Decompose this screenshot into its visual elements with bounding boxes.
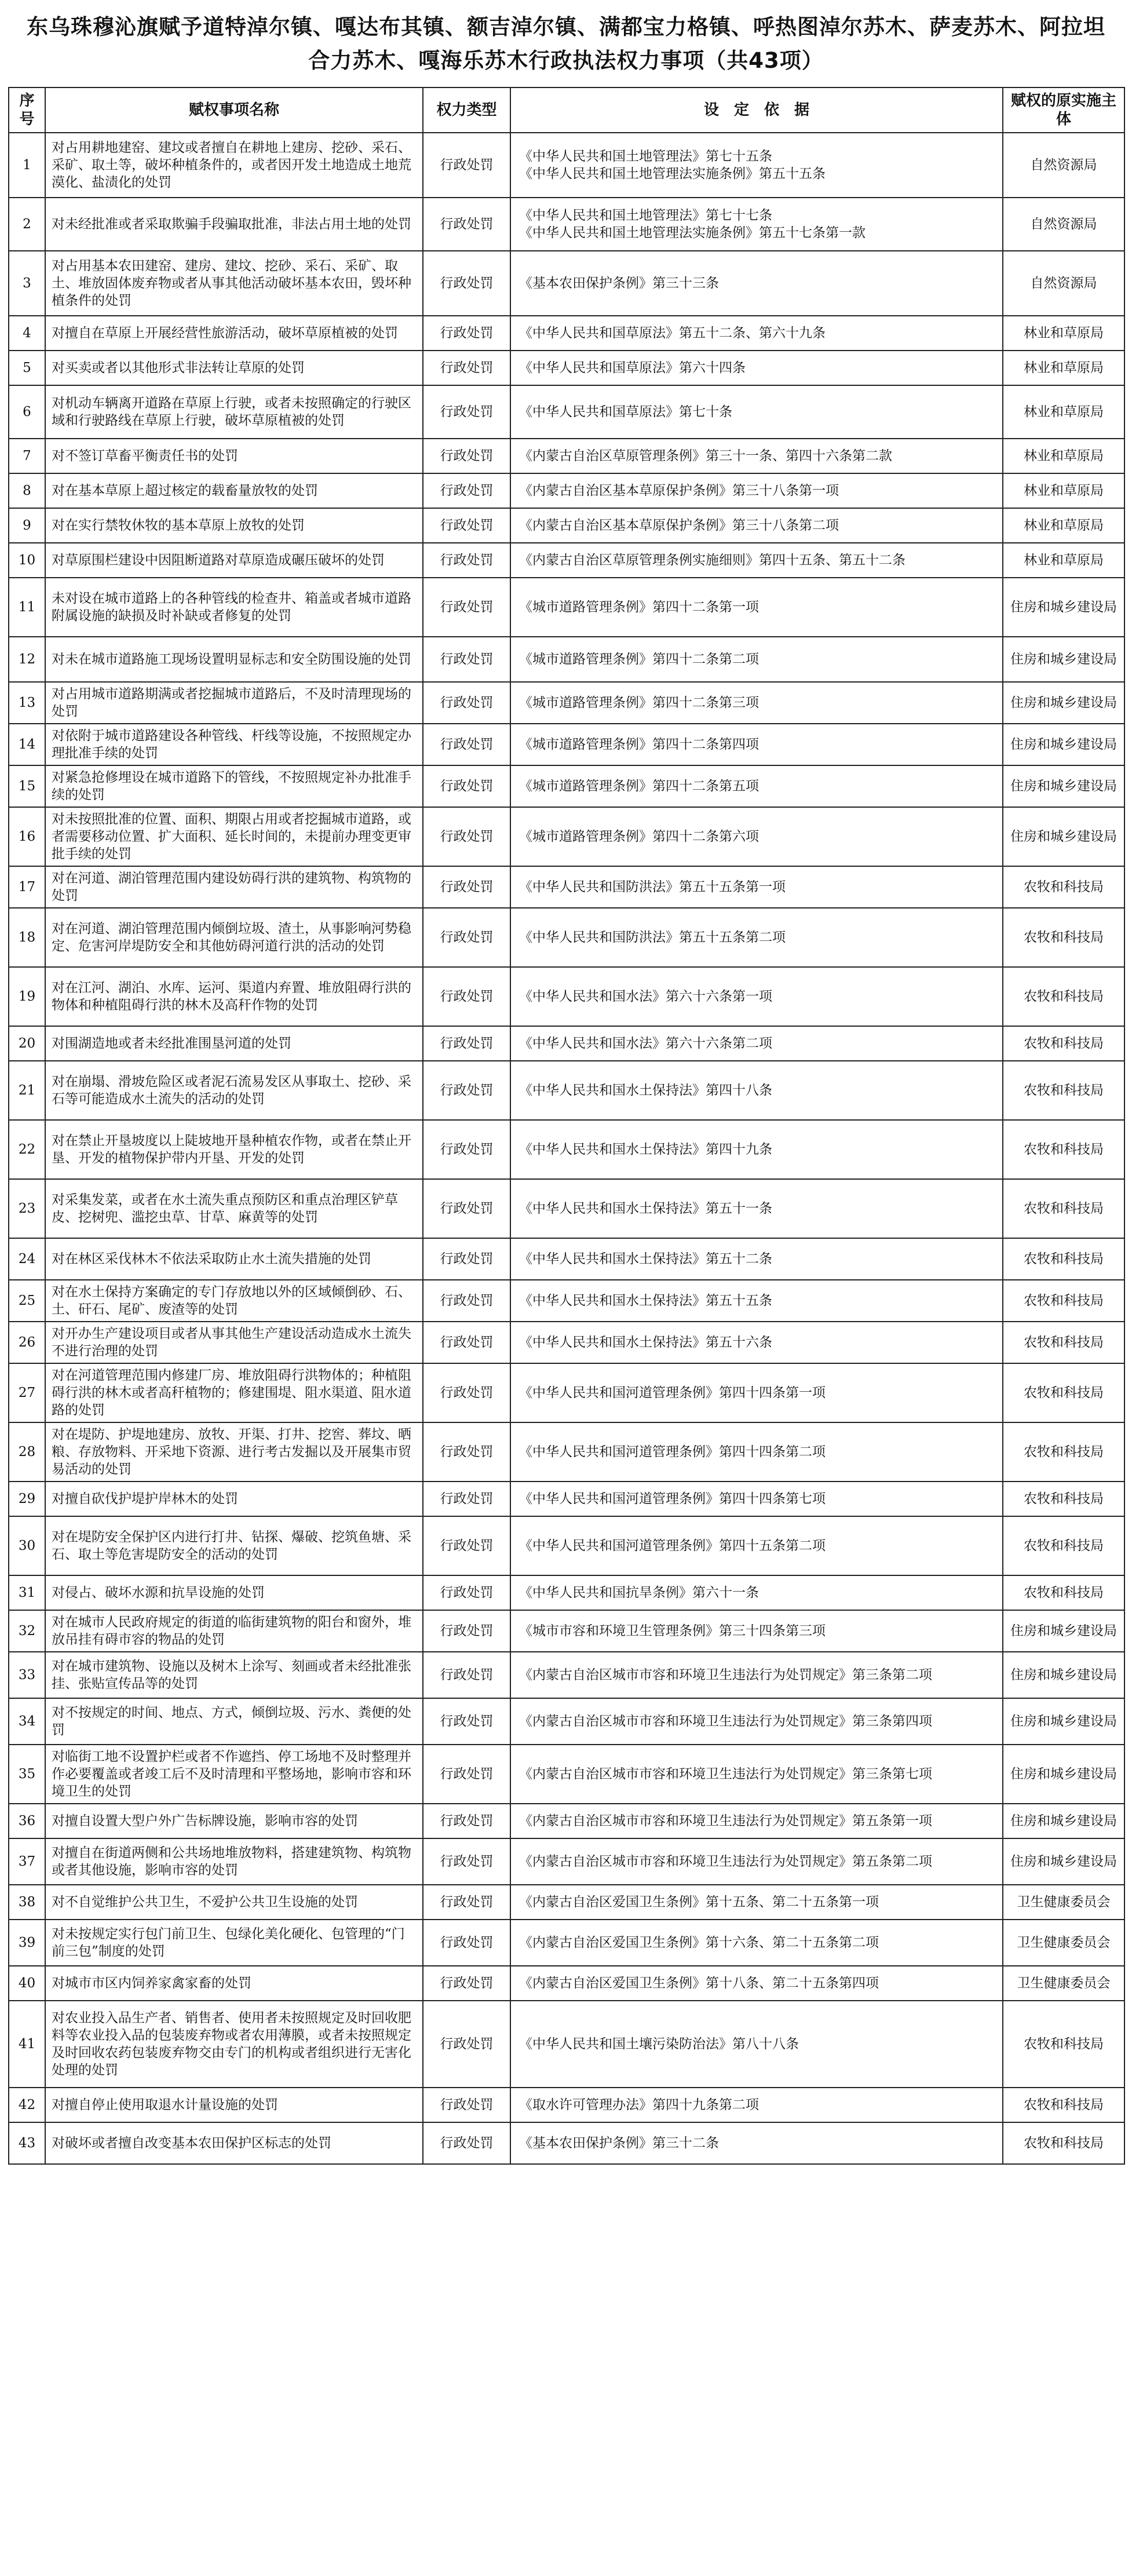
- table-row: [9, 1516, 1124, 1575]
- row-legal-basis: 《内蒙古自治区城市市容和环境卫生违法行为处罚规定》第三条第二项: [510, 1652, 1003, 1698]
- row-original-body: 住房和城乡建设局: [1003, 637, 1124, 682]
- table-row: [9, 967, 1124, 1026]
- row-legal-basis: 《内蒙古自治区爱国卫生条例》第十八条、第二十五条第四项: [510, 1966, 1003, 2001]
- row-legal-basis: 《内蒙古自治区爱国卫生条例》第十五条、第二十五条第一项: [510, 1885, 1003, 1920]
- row-item-name: 对在实行禁牧休牧的基本草原上放牧的处罚: [45, 508, 423, 543]
- row-original-body: 住房和城乡建设局: [1003, 1698, 1124, 1745]
- row-power-type: 行政处罚: [423, 637, 510, 682]
- row-serial-number: 18: [9, 908, 45, 967]
- table-row: [9, 1026, 1124, 1061]
- row-serial-number: 35: [9, 1745, 45, 1804]
- row-original-body: 住房和城乡建设局: [1003, 1804, 1124, 1838]
- row-serial-number: 13: [9, 682, 45, 724]
- row-item-name: 对在崩塌、滑坡危险区或者泥石流易发区从事取土、挖砂、采石等可能造成水土流失的活动的处罚: [45, 1061, 423, 1120]
- row-original-body: 住房和城乡建设局: [1003, 1610, 1124, 1652]
- row-original-body: 林业和草原局: [1003, 543, 1124, 578]
- table-row: [9, 1061, 1124, 1120]
- row-power-type: 行政处罚: [423, 807, 510, 866]
- row-original-body: 农牧和科技局: [1003, 2088, 1124, 2122]
- row-original-body: 自然资源局: [1003, 251, 1124, 316]
- authority-matrix-table: [8, 87, 1125, 2165]
- row-original-body: 农牧和科技局: [1003, 1061, 1124, 1120]
- row-original-body: 农牧和科技局: [1003, 866, 1124, 908]
- row-power-type: 行政处罚: [423, 2088, 510, 2122]
- table-row: [9, 578, 1124, 637]
- row-power-type: 行政处罚: [423, 1610, 510, 1652]
- table-row: [9, 251, 1124, 316]
- row-item-name: 对依附于城市道路建设各种管线、杆线等设施，不按照规定办理批准手续的处罚: [45, 724, 423, 765]
- row-power-type: 行政处罚: [423, 133, 510, 198]
- row-power-type: 行政处罚: [423, 1179, 510, 1238]
- table-row: [9, 1179, 1124, 1238]
- row-legal-basis: 《城市道路管理条例》第四十二条第二项: [510, 637, 1003, 682]
- row-item-name: 对在河道、湖泊管理范围内建设妨碍行洪的建筑物、构筑物的处罚: [45, 866, 423, 908]
- table-row: [9, 508, 1124, 543]
- row-original-body: 住房和城乡建设局: [1003, 807, 1124, 866]
- row-legal-basis: 《中华人民共和国水法》第六十六条第一项: [510, 967, 1003, 1026]
- row-power-type: 行政处罚: [423, 967, 510, 1026]
- row-legal-basis: 《中华人民共和国草原法》第六十四条: [510, 351, 1003, 385]
- row-serial-number: 19: [9, 967, 45, 1026]
- row-item-name: 对擅自砍伐护堤护岸林木的处罚: [45, 1482, 423, 1516]
- row-serial-number: 15: [9, 765, 45, 807]
- row-original-body: 自然资源局: [1003, 198, 1124, 251]
- table-row: [9, 1698, 1124, 1745]
- row-serial-number: 29: [9, 1482, 45, 1516]
- row-power-type: 行政处罚: [423, 1838, 510, 1885]
- row-item-name: 对买卖或者以其他形式非法转让草原的处罚: [45, 351, 423, 385]
- table-row: [9, 1482, 1124, 1516]
- row-legal-basis: 《内蒙古自治区草原管理条例实施细则》第四十五条、第五十二条: [510, 543, 1003, 578]
- table-row: [9, 1920, 1124, 1966]
- row-item-name: 对在江河、湖泊、水库、运河、渠道内弃置、堆放阻碍行洪的物体和种植阻碍行洪的林木及高秆作物的处罚: [45, 967, 423, 1026]
- row-legal-basis: 《中华人民共和国河道管理条例》第四十五条第二项: [510, 1516, 1003, 1575]
- row-serial-number: 17: [9, 866, 45, 908]
- table-row: [9, 2088, 1124, 2122]
- row-original-body: 农牧和科技局: [1003, 1026, 1124, 1061]
- row-power-type: 行政处罚: [423, 316, 510, 351]
- table-row: [9, 1966, 1124, 2001]
- row-item-name: 对围湖造地或者未经批准围垦河道的处罚: [45, 1026, 423, 1061]
- row-original-body: 卫生健康委员会: [1003, 1966, 1124, 2001]
- row-power-type: 行政处罚: [423, 866, 510, 908]
- row-serial-number: 9: [9, 508, 45, 543]
- row-item-name: 对擅自停止使用取退水计量设施的处罚: [45, 2088, 423, 2122]
- row-item-name: 对在林区采伐林木不依法采取防止水土流失措施的处罚: [45, 1238, 423, 1280]
- row-item-name: 对不自觉维护公共卫生，不爱护公共卫生设施的处罚: [45, 1885, 423, 1920]
- row-item-name: 对未按照批准的位置、面积、期限占用或者挖掘城市道路，或者需要移动位置、扩大面积、延长时间的，未提前办理变更审批手续的处罚: [45, 807, 423, 866]
- table-header-row: [9, 87, 1124, 133]
- row-item-name: 对占用基本农田建窑、建房、建坟、挖砂、采石、采矿、取土、堆放固体废弃物或者从事其他活动破坏基本农田，毁坏种植条件的处罚: [45, 251, 423, 316]
- row-legal-basis: 《中华人民共和国抗旱条例》第六十一条: [510, 1575, 1003, 1610]
- row-serial-number: 5: [9, 351, 45, 385]
- row-power-type: 行政处罚: [423, 1804, 510, 1838]
- row-power-type: 行政处罚: [423, 1698, 510, 1745]
- row-power-type: 行政处罚: [423, 1322, 510, 1363]
- row-original-body: 农牧和科技局: [1003, 1422, 1124, 1482]
- row-serial-number: 22: [9, 1120, 45, 1179]
- row-legal-basis: 《中华人民共和国水法》第六十六条第二项: [510, 1026, 1003, 1061]
- row-legal-basis: 《中华人民共和国土地管理法》第七十七条 《中华人民共和国土地管理法实施条例》第五十七条第一款: [510, 198, 1003, 251]
- table-row: [9, 1804, 1124, 1838]
- row-serial-number: 39: [9, 1920, 45, 1966]
- row-original-body: 卫生健康委员会: [1003, 1920, 1124, 1966]
- row-power-type: 行政处罚: [423, 2001, 510, 2088]
- row-serial-number: 30: [9, 1516, 45, 1575]
- row-serial-number: 1: [9, 133, 45, 198]
- row-item-name: 对在城市建筑物、设施以及树木上涂写、刻画或者未经批准张挂、张贴宣传品等的处罚: [45, 1652, 423, 1698]
- row-original-body: 住房和城乡建设局: [1003, 724, 1124, 765]
- row-power-type: 行政处罚: [423, 351, 510, 385]
- header-original-body: 赋权的原实施主体: [1003, 87, 1124, 133]
- row-item-name: 对在基本草原上超过核定的载畜量放牧的处罚: [45, 473, 423, 508]
- row-power-type: 行政处罚: [423, 2122, 510, 2164]
- row-power-type: 行政处罚: [423, 1920, 510, 1966]
- row-power-type: 行政处罚: [423, 1745, 510, 1804]
- row-item-name: 对在水土保持方案确定的专门存放地以外的区域倾倒砂、石、土、矸石、尾矿、废渣等的处罚: [45, 1280, 423, 1322]
- table-row: [9, 1838, 1124, 1885]
- row-original-body: 农牧和科技局: [1003, 1516, 1124, 1575]
- row-power-type: 行政处罚: [423, 473, 510, 508]
- header-serial-number: 序号: [9, 87, 45, 133]
- row-item-name: 对开办生产建设项目或者从事其他生产建设活动造成水土流失不进行治理的处罚: [45, 1322, 423, 1363]
- row-legal-basis: 《中华人民共和国草原法》第五十二条、第六十九条: [510, 316, 1003, 351]
- row-legal-basis: 《城市道路管理条例》第四十二条第三项: [510, 682, 1003, 724]
- row-legal-basis: 《中华人民共和国防洪法》第五十五条第二项: [510, 908, 1003, 967]
- row-serial-number: 36: [9, 1804, 45, 1838]
- table-row: [9, 1885, 1124, 1920]
- row-serial-number: 32: [9, 1610, 45, 1652]
- row-legal-basis: 《内蒙古自治区爱国卫生条例》第十六条、第二十五条第二项: [510, 1920, 1003, 1966]
- row-power-type: 行政处罚: [423, 1026, 510, 1061]
- row-power-type: 行政处罚: [423, 508, 510, 543]
- row-power-type: 行政处罚: [423, 1885, 510, 1920]
- row-serial-number: 41: [9, 2001, 45, 2088]
- table-row: [9, 1120, 1124, 1179]
- row-original-body: 农牧和科技局: [1003, 1482, 1124, 1516]
- table-row: [9, 1280, 1124, 1322]
- row-original-body: 住房和城乡建设局: [1003, 1652, 1124, 1698]
- row-power-type: 行政处罚: [423, 385, 510, 439]
- row-power-type: 行政处罚: [423, 543, 510, 578]
- row-legal-basis: 《中华人民共和国草原法》第七十条: [510, 385, 1003, 439]
- row-original-body: 林业和草原局: [1003, 508, 1124, 543]
- row-legal-basis: 《中华人民共和国水土保持法》第四十九条: [510, 1120, 1003, 1179]
- row-legal-basis: 《基本农田保护条例》第三十三条: [510, 251, 1003, 316]
- row-serial-number: 21: [9, 1061, 45, 1120]
- row-legal-basis: 《中华人民共和国土壤污染防治法》第八十八条: [510, 2001, 1003, 2088]
- row-power-type: 行政处罚: [423, 198, 510, 251]
- row-original-body: 农牧和科技局: [1003, 1120, 1124, 1179]
- row-original-body: 农牧和科技局: [1003, 908, 1124, 967]
- row-legal-basis: 《城市道路管理条例》第四十二条第六项: [510, 807, 1003, 866]
- row-original-body: 农牧和科技局: [1003, 1322, 1124, 1363]
- row-power-type: 行政处罚: [423, 1482, 510, 1516]
- table-row: [9, 385, 1124, 439]
- row-power-type: 行政处罚: [423, 251, 510, 316]
- row-power-type: 行政处罚: [423, 1516, 510, 1575]
- row-power-type: 行政处罚: [423, 1280, 510, 1322]
- row-original-body: 住房和城乡建设局: [1003, 1745, 1124, 1804]
- table-row: [9, 1363, 1124, 1422]
- row-power-type: 行政处罚: [423, 1422, 510, 1482]
- row-serial-number: 40: [9, 1966, 45, 2001]
- table-row: [9, 807, 1124, 866]
- row-power-type: 行政处罚: [423, 1061, 510, 1120]
- row-legal-basis: 《中华人民共和国水土保持法》第五十二条: [510, 1238, 1003, 1280]
- row-serial-number: 33: [9, 1652, 45, 1698]
- header-power-type: 权力类型: [423, 87, 510, 133]
- row-power-type: 行政处罚: [423, 682, 510, 724]
- row-item-name: 对临街工地不设置护栏或者不作遮挡、停工场地不及时整理并作必要覆盖或者竣工后不及时清理和平整场地，影响市容和环境卫生的处罚: [45, 1745, 423, 1804]
- row-item-name: 未对设在城市道路上的各种管线的检查井、箱盖或者城市道路附属设施的缺损及时补缺或者修复的处罚: [45, 578, 423, 637]
- table-row: [9, 198, 1124, 251]
- row-item-name: 对机动车辆离开道路在草原上行驶，或者未按照确定的行驶区域和行驶路线在草原上行驶，破坏草原植被的处罚: [45, 385, 423, 439]
- row-item-name: 对侵占、破坏水源和抗旱设施的处罚: [45, 1575, 423, 1610]
- row-original-body: 林业和草原局: [1003, 473, 1124, 508]
- row-legal-basis: 《中华人民共和国水土保持法》第四十八条: [510, 1061, 1003, 1120]
- row-legal-basis: 《中华人民共和国河道管理条例》第四十四条第一项: [510, 1363, 1003, 1422]
- row-original-body: 农牧和科技局: [1003, 967, 1124, 1026]
- row-item-name: 对占用城市道路期满或者挖掘城市道路后，不及时清理现场的处罚: [45, 682, 423, 724]
- row-item-name: 对在禁止开垦坡度以上陡坡地开垦种植农作物，或者在禁止开垦、开发的植物保护带内开垦、开发的处罚: [45, 1120, 423, 1179]
- row-item-name: 对未按规定实行包门前卫生、包绿化美化硬化、包管理的“门前三包”制度的处罚: [45, 1920, 423, 1966]
- row-serial-number: 38: [9, 1885, 45, 1920]
- row-item-name: 对紧急抢修埋设在城市道路下的管线，不按照规定补办批准手续的处罚: [45, 765, 423, 807]
- row-original-body: 农牧和科技局: [1003, 1363, 1124, 1422]
- row-item-name: 对不按规定的时间、地点、方式，倾倒垃圾、污水、粪便的处罚: [45, 1698, 423, 1745]
- row-serial-number: 4: [9, 316, 45, 351]
- row-legal-basis: 《城市道路管理条例》第四十二条第五项: [510, 765, 1003, 807]
- table-row: [9, 351, 1124, 385]
- row-original-body: 林业和草原局: [1003, 385, 1124, 439]
- row-item-name: 对擅自在草原上开展经营性旅游活动，破坏草原植被的处罚: [45, 316, 423, 351]
- row-original-body: 农牧和科技局: [1003, 2122, 1124, 2164]
- row-original-body: 住房和城乡建设局: [1003, 682, 1124, 724]
- row-legal-basis: 《中华人民共和国水土保持法》第五十五条: [510, 1280, 1003, 1322]
- header-item-name: 赋权事项名称: [45, 87, 423, 133]
- row-item-name: 对采集发菜，或者在水土流失重点预防区和重点治理区铲草皮、挖树兜、滥挖虫草、甘草、麻黄等的处罚: [45, 1179, 423, 1238]
- table-row: [9, 1322, 1124, 1363]
- row-serial-number: 14: [9, 724, 45, 765]
- row-original-body: 林业和草原局: [1003, 316, 1124, 351]
- row-original-body: 农牧和科技局: [1003, 1179, 1124, 1238]
- row-item-name: 对擅自设置大型户外广告标牌设施，影响市容的处罚: [45, 1804, 423, 1838]
- row-serial-number: 12: [9, 637, 45, 682]
- row-legal-basis: 《中华人民共和国水土保持法》第五十一条: [510, 1179, 1003, 1238]
- row-power-type: 行政处罚: [423, 439, 510, 473]
- row-serial-number: 3: [9, 251, 45, 316]
- table-row: [9, 724, 1124, 765]
- row-legal-basis: 《内蒙古自治区城市市容和环境卫生违法行为处罚规定》第三条第四项: [510, 1698, 1003, 1745]
- row-serial-number: 23: [9, 1179, 45, 1238]
- row-legal-basis: 《内蒙古自治区基本草原保护条例》第三十八条第二项: [510, 508, 1003, 543]
- row-item-name: 对在堤防、护堤地建房、放牧、开渠、打井、挖窖、葬坟、晒粮、存放物料、开采地下资源、进行考古发掘以及开展集市贸易活动的处罚: [45, 1422, 423, 1482]
- row-original-body: 农牧和科技局: [1003, 1575, 1124, 1610]
- row-original-body: 林业和草原局: [1003, 351, 1124, 385]
- row-original-body: 林业和草原局: [1003, 439, 1124, 473]
- table-row: [9, 682, 1124, 724]
- row-legal-basis: 《内蒙古自治区城市市容和环境卫生违法行为处罚规定》第三条第七项: [510, 1745, 1003, 1804]
- table-row: [9, 1610, 1124, 1652]
- row-power-type: 行政处罚: [423, 1966, 510, 2001]
- row-serial-number: 6: [9, 385, 45, 439]
- row-legal-basis: 《城市市容和环境卫生管理条例》第三十四条第三项: [510, 1610, 1003, 1652]
- row-legal-basis: 《内蒙古自治区基本草原保护条例》第三十八条第一项: [510, 473, 1003, 508]
- table-row: [9, 133, 1124, 198]
- row-original-body: 住房和城乡建设局: [1003, 1838, 1124, 1885]
- row-item-name: 对占用耕地建窑、建坟或者擅自在耕地上建房、挖砂、采石、采矿、取土等，破坏种植条件的，或者因开发土地造成土地荒漠化、盐渍化的处罚: [45, 133, 423, 198]
- row-legal-basis: 《中华人民共和国河道管理条例》第四十四条第二项: [510, 1422, 1003, 1482]
- row-item-name: 对草原围栏建设中因阻断道路对草原造成碾压破坏的处罚: [45, 543, 423, 578]
- row-serial-number: 25: [9, 1280, 45, 1322]
- row-legal-basis: 《基本农田保护条例》第三十二条: [510, 2122, 1003, 2164]
- row-original-body: 农牧和科技局: [1003, 2001, 1124, 2088]
- row-serial-number: 7: [9, 439, 45, 473]
- row-item-name: 对不签订草畜平衡责任书的处罚: [45, 439, 423, 473]
- row-item-name: 对在堤防安全保护区内进行打井、钻探、爆破、挖筑鱼塘、采石、取土等危害堤防安全的活动的处罚: [45, 1516, 423, 1575]
- row-serial-number: 34: [9, 1698, 45, 1745]
- row-item-name: 对农业投入品生产者、销售者、使用者未按照规定及时回收肥料等农业投入品的包装废弃物或者农用薄膜，或者未按照规定及时回收农药包装废弃物交由专门的机构或者组织进行无害化处理的处罚: [45, 2001, 423, 2088]
- row-power-type: 行政处罚: [423, 1652, 510, 1698]
- table-body: [9, 133, 1124, 2164]
- row-serial-number: 16: [9, 807, 45, 866]
- row-serial-number: 2: [9, 198, 45, 251]
- table-row: [9, 1652, 1124, 1698]
- header-legal-basis: 设 定 依 据: [510, 87, 1003, 133]
- row-power-type: 行政处罚: [423, 765, 510, 807]
- row-power-type: 行政处罚: [423, 1238, 510, 1280]
- row-item-name: 对破坏或者擅自改变基本农田保护区标志的处罚: [45, 2122, 423, 2164]
- row-legal-basis: 《内蒙古自治区城市市容和环境卫生违法行为处罚规定》第五条第二项: [510, 1838, 1003, 1885]
- table-row: [9, 316, 1124, 351]
- row-original-body: 农牧和科技局: [1003, 1280, 1124, 1322]
- table-row: [9, 765, 1124, 807]
- table-row: [9, 1575, 1124, 1610]
- row-serial-number: 24: [9, 1238, 45, 1280]
- table-row: [9, 473, 1124, 508]
- row-original-body: 住房和城乡建设局: [1003, 578, 1124, 637]
- row-item-name: 对擅自在街道两侧和公共场地堆放物料，搭建建筑物、构筑物或者其他设施，影响市容的处罚: [45, 1838, 423, 1885]
- table-row: [9, 439, 1124, 473]
- row-serial-number: 42: [9, 2088, 45, 2122]
- row-serial-number: 11: [9, 578, 45, 637]
- row-legal-basis: 《内蒙古自治区草原管理条例》第三十一条、第四十六条第二款: [510, 439, 1003, 473]
- row-serial-number: 27: [9, 1363, 45, 1422]
- row-item-name: 对城市市区内饲养家禽家畜的处罚: [45, 1966, 423, 2001]
- table-row: [9, 1422, 1124, 1482]
- row-legal-basis: 《中华人民共和国水土保持法》第五十六条: [510, 1322, 1003, 1363]
- row-serial-number: 37: [9, 1838, 45, 1885]
- row-item-name: 对在河道管理范围内修建厂房、堆放阻碍行洪物体的；种植阻碍行洪的林木或者高秆植物的；修建围堤、阻水渠道、阻水道路的处罚: [45, 1363, 423, 1422]
- row-serial-number: 26: [9, 1322, 45, 1363]
- row-legal-basis: 《中华人民共和国防洪法》第五十五条第一项: [510, 866, 1003, 908]
- row-serial-number: 43: [9, 2122, 45, 2164]
- row-original-body: 自然资源局: [1003, 133, 1124, 198]
- row-legal-basis: 《内蒙古自治区城市市容和环境卫生违法行为处罚规定》第五条第一项: [510, 1804, 1003, 1838]
- row-power-type: 行政处罚: [423, 1575, 510, 1610]
- row-power-type: 行政处罚: [423, 908, 510, 967]
- row-original-body: 住房和城乡建设局: [1003, 765, 1124, 807]
- table-row: [9, 1745, 1124, 1804]
- row-item-name: 对在城市人民政府规定的街道的临街建筑物的阳台和窗外，堆放吊挂有碍市容的物品的处罚: [45, 1610, 423, 1652]
- row-serial-number: 31: [9, 1575, 45, 1610]
- table-row: [9, 2001, 1124, 2088]
- row-legal-basis: 《中华人民共和国河道管理条例》第四十四条第七项: [510, 1482, 1003, 1516]
- row-legal-basis: 《中华人民共和国土地管理法》第七十五条 《中华人民共和国土地管理法实施条例》第五十五条: [510, 133, 1003, 198]
- row-legal-basis: 《取水许可管理办法》第四十九条第二项: [510, 2088, 1003, 2122]
- row-serial-number: 20: [9, 1026, 45, 1061]
- row-serial-number: 8: [9, 473, 45, 508]
- row-power-type: 行政处罚: [423, 1363, 510, 1422]
- row-original-body: 卫生健康委员会: [1003, 1885, 1124, 1920]
- row-legal-basis: 《城市道路管理条例》第四十二条第四项: [510, 724, 1003, 765]
- row-power-type: 行政处罚: [423, 724, 510, 765]
- row-original-body: 农牧和科技局: [1003, 1238, 1124, 1280]
- table-row: [9, 543, 1124, 578]
- table-row: [9, 2122, 1124, 2164]
- document-title: 东乌珠穆沁旗赋予道特淖尔镇、嘎达布其镇、额吉淖尔镇、满都宝力格镇、呼热图淖尔苏木、萨麦苏木、阿拉坦合力苏木、嘎海乐苏木行政执法权力事项（共43项）: [27, 14, 1105, 73]
- table-row: [9, 637, 1124, 682]
- row-serial-number: 10: [9, 543, 45, 578]
- row-item-name: 对在河道、湖泊管理范围内倾倒垃圾、渣土，从事影响河势稳定、危害河岸堤防安全和其他妨碍河道行洪的活动的处罚: [45, 908, 423, 967]
- table-row: [9, 1238, 1124, 1280]
- row-item-name: 对未经批准或者采取欺骗手段骗取批准，非法占用土地的处罚: [45, 198, 423, 251]
- row-legal-basis: 《城市道路管理条例》第四十二条第一项: [510, 578, 1003, 637]
- row-serial-number: 28: [9, 1422, 45, 1482]
- row-power-type: 行政处罚: [423, 1120, 510, 1179]
- row-item-name: 对未在城市道路施工现场设置明显标志和安全防围设施的处罚: [45, 637, 423, 682]
- table-row: [9, 866, 1124, 908]
- table-row: [9, 908, 1124, 967]
- row-power-type: 行政处罚: [423, 578, 510, 637]
